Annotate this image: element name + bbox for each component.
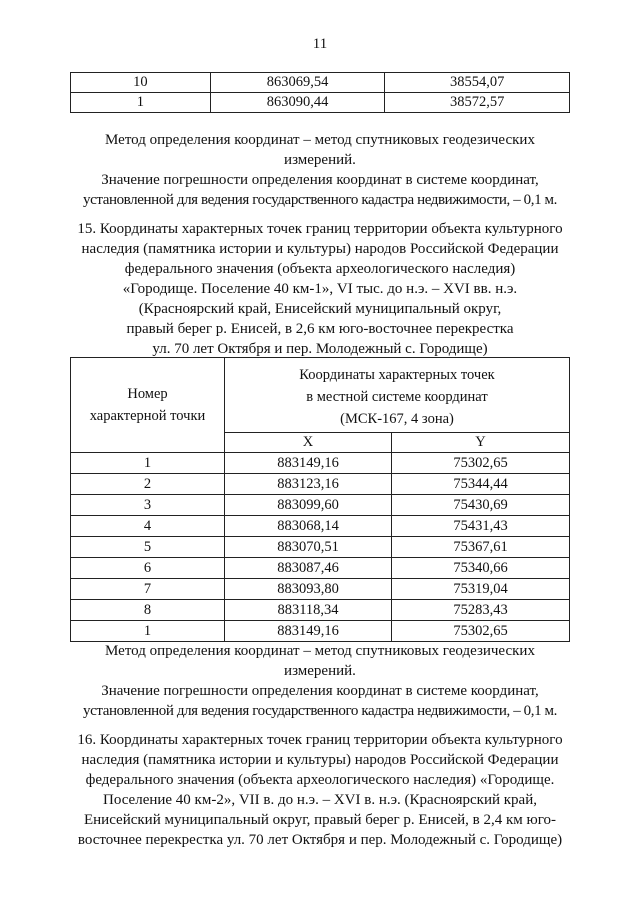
method-line: Метод определения координат – метод спутниковых геодезических	[105, 132, 535, 148]
y-coordinate-cell: 75283,43	[392, 600, 570, 621]
y-coordinate-cell: 75340,66	[392, 558, 570, 579]
table-row	[71, 73, 570, 93]
coordinates-table-continued	[70, 72, 570, 113]
method-line: измерений.	[284, 152, 356, 168]
table-row	[71, 93, 570, 113]
point-number-cell: 7	[71, 579, 225, 600]
y-coordinate-cell: 75367,61	[392, 537, 570, 558]
heading-line: федерального значения (объекта археологического наследия) «Городище.	[85, 772, 555, 788]
y-coordinate-cell: 75302,65	[392, 453, 570, 474]
y-coordinate-cell: 75302,65	[392, 621, 570, 642]
point-number-cell: 2	[71, 474, 225, 495]
x-coordinate-cell: 883068,14	[225, 516, 392, 537]
point-number-cell: 5	[71, 537, 225, 558]
point-number-cell: 3	[71, 495, 225, 516]
y-coordinate-cell: 75430,69	[392, 495, 570, 516]
x-coordinate-cell: 863090,44	[210, 93, 385, 113]
table-row	[71, 474, 570, 495]
page-number: 11	[312, 36, 328, 52]
accuracy-line: установленной для ведения государственного кадастра недвижимости, – 0,1 м.	[83, 192, 557, 208]
x-coordinate-cell: 883087,46	[225, 558, 392, 579]
header-text: в местной системе координат	[306, 389, 488, 405]
heading-line: ул. 70 лет Октября и пер. Молодежный с. Городище)	[152, 341, 488, 357]
accuracy-line: Значение погрешности определения координат в системе координат,	[101, 172, 539, 188]
header-text: Номер	[127, 386, 168, 402]
point-number-cell: 4	[71, 516, 225, 537]
point-number-cell: 1	[71, 93, 211, 113]
x-column-header: X	[225, 433, 392, 453]
header-text: характерной точки	[89, 408, 206, 424]
table-row	[71, 516, 570, 537]
x-coordinate-cell: 883093,80	[225, 579, 392, 600]
point-number-cell: 1	[71, 621, 225, 642]
point-number-header	[71, 358, 225, 453]
y-column-header: Y	[392, 433, 570, 453]
method-line: измерений.	[284, 663, 356, 679]
heading-line: восточнее перекрестка ул. 70 лет Октября и пер. Молодежный с. Городище)	[77, 832, 563, 848]
point-number-cell: 1	[71, 453, 225, 474]
x-coordinate-cell: 883149,16	[225, 621, 392, 642]
heading-line: наследия (памятника истории и культуры) народов Российской Федерации	[81, 241, 559, 257]
coordinates-header	[225, 358, 570, 433]
y-coordinate-cell: 38554,07	[385, 73, 570, 93]
section-16-heading	[50, 730, 590, 850]
x-coordinate-cell: 883123,16	[225, 474, 392, 495]
table-header-row	[71, 358, 570, 433]
table-row	[71, 621, 570, 642]
x-coordinate-cell: 883070,51	[225, 537, 392, 558]
heading-line: 15. Координаты характерных точек границ территории объекта культурного	[77, 221, 563, 237]
method-note	[50, 641, 590, 721]
heading-line: 16. Координаты характерных точек границ территории объекта культурного	[77, 732, 563, 748]
y-coordinate-cell: 75319,04	[392, 579, 570, 600]
point-number-cell: 8	[71, 600, 225, 621]
method-line: Метод определения координат – метод спутниковых геодезических	[105, 643, 535, 659]
accuracy-line: установленной для ведения государственного кадастра недвижимости, – 0,1 м.	[83, 703, 557, 719]
header-text: Координаты характерных точек	[299, 367, 495, 383]
table-row	[71, 558, 570, 579]
table-row	[71, 600, 570, 621]
x-coordinate-cell: 883149,16	[225, 453, 392, 474]
table-row	[71, 453, 570, 474]
header-text: (МСК-167, 4 зона)	[340, 411, 454, 427]
y-coordinate-cell: 38572,57	[385, 93, 570, 113]
heading-line: наследия (памятника истории и культуры) народов Российской Федерации	[81, 752, 559, 768]
x-coordinate-cell: 863069,54	[210, 73, 385, 93]
heading-line: «Городище. Поселение 40 км-1», VI тыс. до н.э. – XVI вв. н.э.	[122, 281, 518, 297]
heading-line: (Красноярский край, Енисейский муниципальный округ,	[138, 301, 502, 317]
coordinates-table	[70, 357, 570, 642]
table-row	[71, 579, 570, 600]
method-note	[50, 130, 590, 210]
x-coordinate-cell: 883099,60	[225, 495, 392, 516]
heading-line: федерального значения (объекта археологического наследия)	[124, 261, 516, 277]
accuracy-line: Значение погрешности определения координат в системе координат,	[101, 683, 539, 699]
section-15-heading	[50, 219, 590, 359]
point-number-cell: 10	[71, 73, 211, 93]
y-coordinate-cell: 75344,44	[392, 474, 570, 495]
x-coordinate-cell: 883118,34	[225, 600, 392, 621]
table-row	[71, 537, 570, 558]
heading-line: Енисейский муниципальный округ, правый берег р. Енисей, в 2,4 км юго-	[83, 812, 557, 828]
point-number-cell: 6	[71, 558, 225, 579]
y-coordinate-cell: 75431,43	[392, 516, 570, 537]
table-row	[71, 495, 570, 516]
heading-line: Поселение 40 км-2», VII в. до н.э. – XVI в. н.э. (Красноярский край,	[103, 792, 537, 808]
heading-line: правый берег р. Енисей, в 2,6 км юго-восточнее перекрестка	[126, 321, 514, 337]
